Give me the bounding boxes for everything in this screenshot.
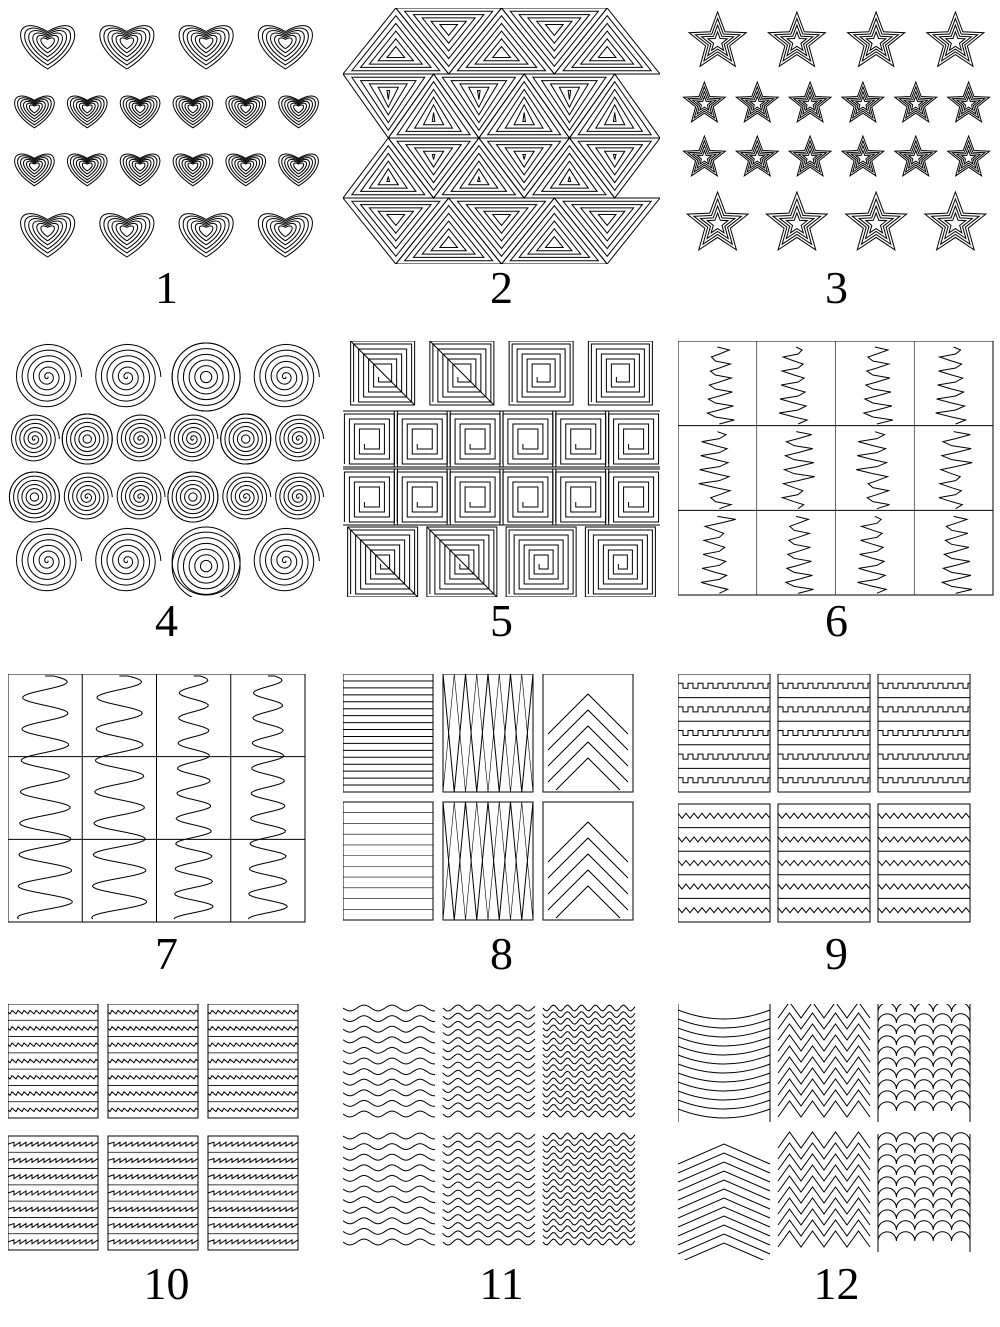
panel-12 [670,996,1000,1327]
wavy-lines-pattern [343,1004,660,1260]
panel-2 [335,0,668,331]
panel-number: 4 [155,595,178,646]
arcs-zigzags-chevrons-scallops-pattern [678,1004,995,1260]
panel-number: 1 [155,262,178,313]
panel-5 [335,333,668,664]
panel-number: 7 [155,928,178,979]
stripes-zigzags-chevron-steps-pattern [343,674,660,930]
panel-number: 5 [490,595,513,646]
panel-7 [0,666,333,997]
concentric-triangles-pattern [343,8,660,264]
panel-1 [0,0,333,331]
panel-3 [670,0,1000,331]
panel-8 [335,666,668,997]
panel-number: 2 [490,262,513,313]
panel-number: 11 [479,1258,524,1309]
flame-strokes-pattern [678,341,995,597]
panel-number: 8 [490,928,513,979]
concentric-stars-pattern [678,8,995,264]
panel-number: 12 [813,1258,860,1309]
squiggle-columns-pattern [8,674,325,930]
spirals-and-circles-pattern [8,341,325,597]
square-spirals-pattern [343,341,660,597]
concentric-hearts-pattern [8,8,325,264]
panel-4 [0,333,333,664]
panel-number: 10 [143,1258,190,1309]
panel-9 [670,666,1000,997]
panel-6 [670,333,1000,664]
panel-11 [335,996,668,1327]
fine-wave-and-sawtooth-lines-pattern [8,1004,325,1260]
square-and-zigzag-wave-lines-pattern [678,674,995,930]
panel-number: 3 [825,262,848,313]
panel-10 [0,996,333,1327]
panel-number: 9 [825,928,848,979]
panel-number: 6 [825,595,848,646]
